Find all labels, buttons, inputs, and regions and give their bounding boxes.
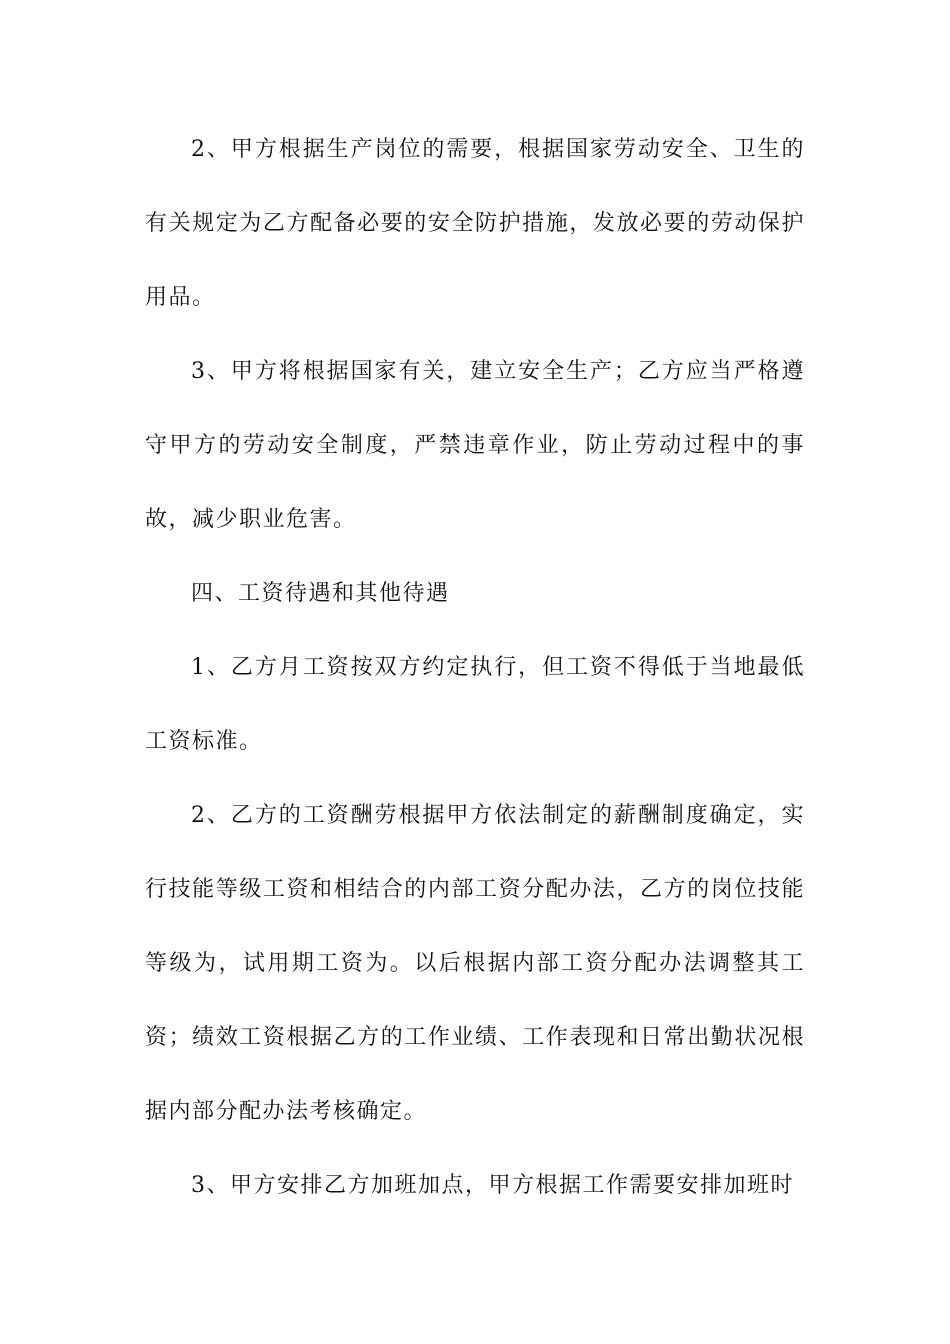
paragraph-safety-equipment: 2、甲方根据生产岗位的需要，根据国家劳动安全、卫生的有关规定为乙方配备必要的安全防护措施，发放必要的劳动保护用品。 <box>145 137 805 310</box>
document-body <box>145 113 805 1223</box>
paragraph-overtime: 3、甲方安排乙方加班加点，甲方根据工作需要安排加班时 <box>191 1173 794 1198</box>
section-heading-wages: 四、工资待遇和其他待遇 <box>191 581 450 606</box>
paragraph-monthly-wage: 1、乙方月工资按双方约定执行，但工资不得低于当地最低工资标准。 <box>145 655 805 754</box>
paragraph-safety-production: 3、甲方将根据国家有关，建立安全生产；乙方应当严格遵守甲方的劳动安全制度，严禁违章作业，防止劳动过程中的事故，减少职业危害。 <box>145 359 805 532</box>
paragraph-wage-system: 2、乙方的工资酬劳根据甲方依法制定的薪酬制度确定，实行技能等级工资和相结合的内部工资分配办法，乙方的岗位技能等级为，试用期工资为。以后根据内部工资分配办法调整其工资；绩效工资根据乙方的工作业绩、工作表现和日常出勤状况根据内部分配办法考核确定。 <box>145 803 805 1124</box>
